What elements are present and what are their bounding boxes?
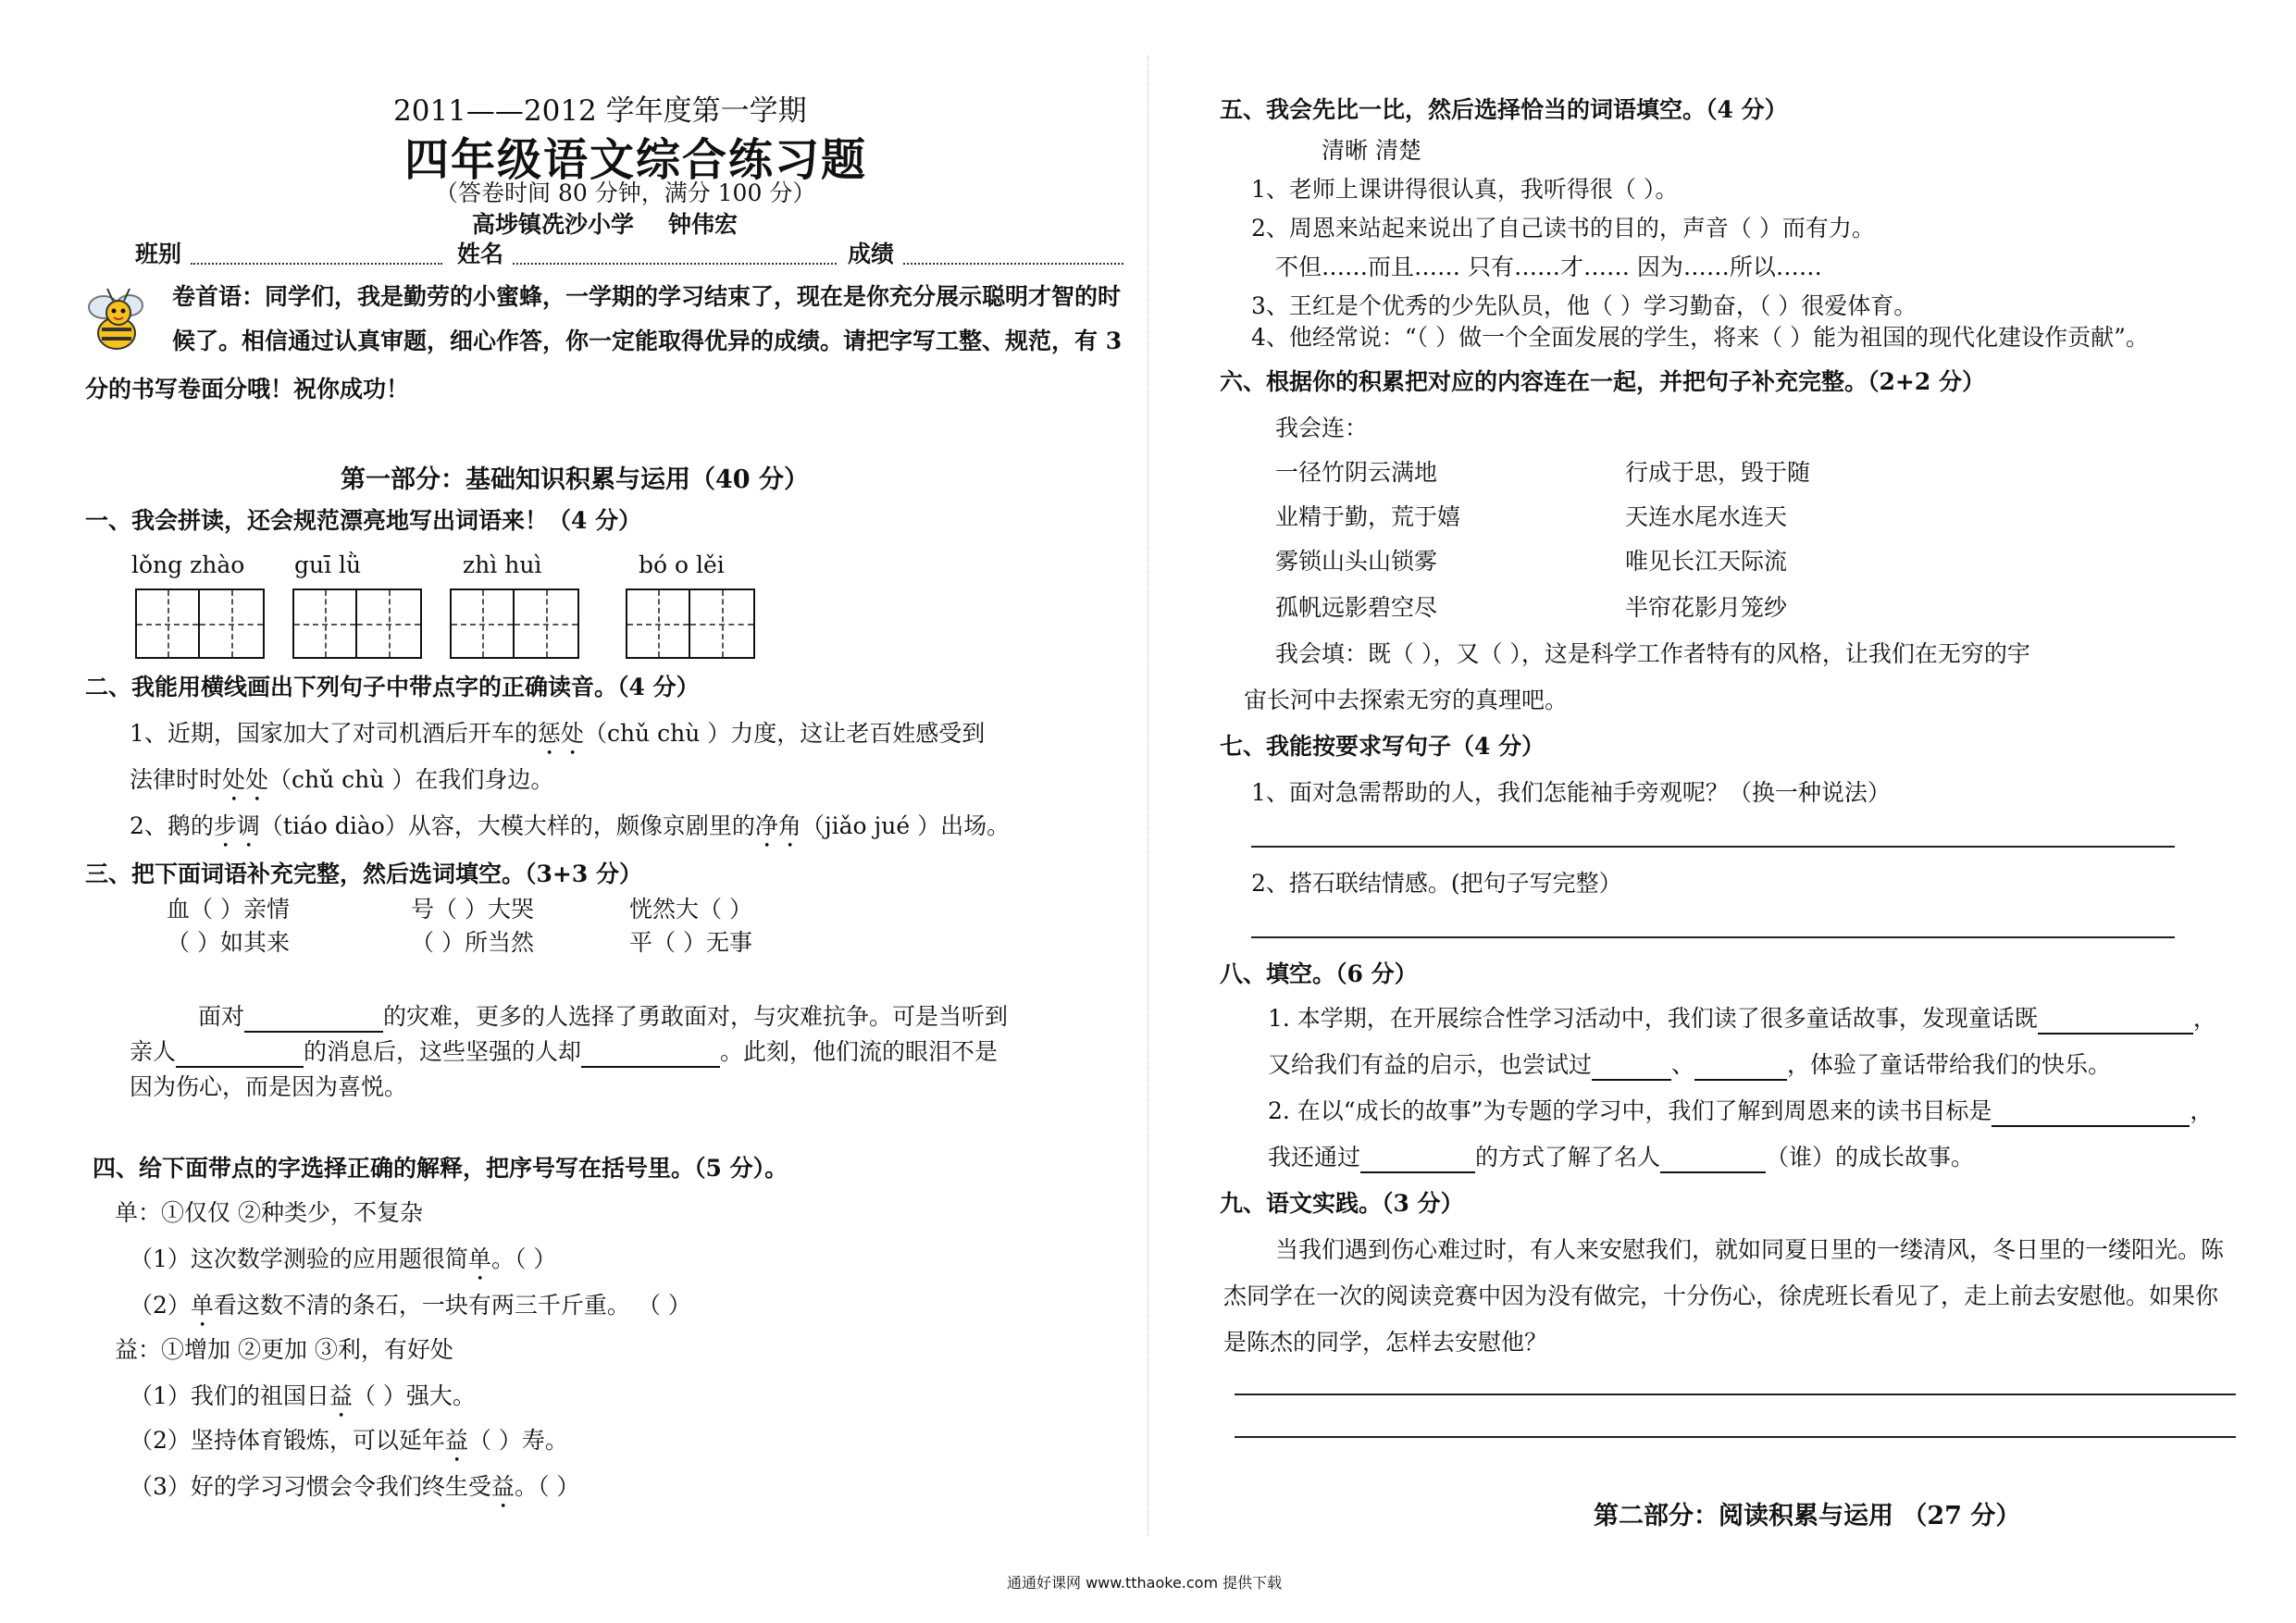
q6-right-item-4[interactable]: 半帘花影月笼纱 <box>1625 594 1788 621</box>
q3-heading: 三、把下面词语补充完整，然后选词填空。（3+3 分） <box>85 861 642 887</box>
q8-blank-5[interactable] <box>1360 1147 1475 1173</box>
footer-credit: 通通好课网 www.tthaoke.com 提供下载 <box>1007 1574 1283 1592</box>
q8-blank-2[interactable] <box>1592 1055 1671 1081</box>
q8-line-4: 我还通过 的方式了解了名人 （谁）的成长故事。 <box>1268 1142 1974 1173</box>
q9-paragraph-line-3: 是陈杰的同学，怎样去安慰他？ <box>1223 1329 1548 1356</box>
writing-grid-1[interactable] <box>135 588 265 659</box>
writing-grid-3[interactable] <box>450 588 579 659</box>
q6-right-item-2[interactable]: 天连水尾水连天 <box>1625 503 1788 530</box>
q5-word-choices-2: 不但……而且…… 只有……才…… 因为……所以…… <box>1275 254 1822 280</box>
q5-sentence-4: 4、他经常说：“（ ）做一个全面发展的学生，将来（ ）能为祖国的现代化建设作贡献”。 <box>1251 324 2149 351</box>
q6-heading: 六、根据你的积累把对应的内容连在一起，并把句子补充完整。（2+2 分） <box>1220 368 1985 395</box>
exam-title: 四年级语文综合练习题 <box>404 134 868 186</box>
q3-passage-line-2: 亲人 的消息后，这些坚强的人却 。此刻，他们流的眼泪不是 <box>130 1036 998 1068</box>
q4-dan-item-2: （2）单看这数不清的条石，一块有两三千斤重。 （ ） <box>130 1292 691 1319</box>
q7-heading: 七、我能按要求写句子（4 分） <box>1220 733 1545 760</box>
q6-left-item-1[interactable]: 一径竹阴云满地 <box>1275 459 1438 486</box>
q8-line-3: 2. 在以“成长的故事”为专题的学习中，我们了解到周恩来的读书目标是 ， <box>1268 1096 2213 1127</box>
q1-heading: 一、我会拼读，还会规范漂亮地写出词语来！（4 分） <box>85 507 642 534</box>
pinyin-4: bó o lěi <box>639 551 725 578</box>
intro-line-2: 候了。相信通过认真审题，细心作答，你一定能取得优异的成绩。请把字写工整、规范，有 3 <box>172 328 1123 354</box>
q6-left-item-3[interactable]: 雾锁山头山锁雾 <box>1275 548 1438 575</box>
q5-heading: 五、我会先比一比，然后选择恰当的词语填空。（4 分） <box>1220 96 1788 123</box>
q5-sentence-1: 1、老师上课讲得很认真，我听得很（ ）。 <box>1251 176 1679 203</box>
q2-sentence-1: 1、近期，国家加大了对司机酒后开车的惩处（chǔ chù ）力度，这让老百姓感受到 <box>130 720 986 747</box>
q4-dan-item-1: （1）这次数学测验的应用题很简单。（ ） <box>130 1245 557 1272</box>
q6-fill-line-1: 我会填：既（ ），又（ ），这是科学工作者特有的风格，让我们在无穷的宇 <box>1275 640 2030 667</box>
q3-passage-line-3: 因为伤心，而是因为喜悦。 <box>130 1073 408 1100</box>
q6-fill-line-2: 宙长河中去探索无穷的真理吧。 <box>1244 687 1569 713</box>
intro-line-3: 分的书写卷面分哦！祝你成功！ <box>85 376 410 403</box>
q9-paragraph-line-2: 杰同学在一次的阅读竞赛中因为没有做完，十分伤心，徐虎班长看见了，走上前去安慰他。如果你 <box>1223 1282 2219 1309</box>
class-field[interactable] <box>191 263 442 265</box>
bee-mascot-icon <box>78 279 154 359</box>
writing-grid-2[interactable] <box>292 588 422 659</box>
q5-sentence-3: 3、王红是个优秀的少先队员，他（ ）学习勤奋，（ ）很爱体育。 <box>1251 292 1917 319</box>
idiom-2: 号（ ）大哭 <box>411 896 534 923</box>
q4-dan-definitions: 单：①仅仅 ②种类少，不复杂 <box>115 1199 423 1226</box>
q5-word-choices-1: 清晰 清楚 <box>1322 137 1421 164</box>
q8-blank-6[interactable] <box>1660 1147 1766 1173</box>
q8-blank-4[interactable] <box>1992 1101 2190 1127</box>
teacher-name: 钟伟宏 <box>668 211 738 238</box>
name-field[interactable] <box>513 263 837 265</box>
q5-sentence-2: 2、周恩来站起来说出了自己读书的目的，声音（ ）而有力。 <box>1251 215 1875 242</box>
q4-yi-item-3: （3）好的学习习惯会令我们终生受益。（ ） <box>130 1473 580 1500</box>
q6-left-item-4[interactable]: 孤帆远影碧空尽 <box>1275 594 1438 621</box>
exam-duration-note: （答卷时间 80 分钟，满分 100 分） <box>435 180 816 206</box>
q2-sentence-1-cont: 法律时时处处（chǔ chù ）在我们身边。 <box>130 766 554 793</box>
writing-grid-4[interactable] <box>626 588 755 659</box>
q2-sentence-2: 2、鹅的步调（tiáo diào）从容，大模大样的，颇像京剧里的净角（jiǎo jué ）出场。 <box>130 812 1011 839</box>
q4-yi-item-1: （1）我们的祖国日益（ ）强大。 <box>130 1382 476 1409</box>
school-year-line: 2011——2012 学年度第一学期 <box>393 94 807 128</box>
q9-heading: 九、语文实践。（3 分） <box>1220 1190 1464 1217</box>
q7-task-1: 1、面对急需帮助的人，我们怎能袖手旁观呢？（换一种说法） <box>1251 779 1891 806</box>
idiom-4: （ ）如其来 <box>167 929 290 956</box>
q3-blank-2[interactable] <box>176 1042 304 1068</box>
intro-line-1: 卷首语：同学们，我是勤劳的小蜜蜂，一学期的学习结束了，现在是你充分展示聪明才智的时 <box>172 283 1122 310</box>
q4-heading: 四、给下面带点的字选择正确的解释，把序号写在括号里。（5 分）。 <box>93 1155 788 1182</box>
q3-blank-1[interactable] <box>244 1007 383 1033</box>
q7-answer-line-1[interactable] <box>1251 846 2175 848</box>
q4-yi-item-2: （2）坚持体育锻炼，可以延年益（ ）寿。 <box>130 1427 568 1454</box>
q2-heading: 二、我能用横线画出下列句子中带点字的正确读音。（4 分） <box>85 674 700 700</box>
q9-answer-line-2[interactable] <box>1235 1436 2236 1438</box>
q7-task-2: 2、搭石联结情感。(把句子写完整） <box>1251 870 1622 897</box>
part1-title: 第一部分：基础知识积累与运用（40 分） <box>341 465 809 494</box>
idiom-5: （ ）所当然 <box>411 929 534 956</box>
idiom-3: 恍然大（ ） <box>629 896 752 923</box>
idiom-1: 血（ ）亲情 <box>167 896 290 923</box>
q6-right-item-3[interactable]: 唯见长江天际流 <box>1625 548 1788 575</box>
q8-line-1: 1. 本学期，在开展综合性学习活动中，我们读了很多童话故事，发现童话既 ， <box>1268 1003 2216 1035</box>
pinyin-3: zhì huì <box>463 551 542 578</box>
q4-yi-definitions: 益：①增加 ②更加 ③利，有好处 <box>115 1336 453 1363</box>
name-label: 姓名 <box>457 241 504 267</box>
q6-link-label: 我会连： <box>1275 415 1369 441</box>
q8-heading: 八、填空。（6 分） <box>1220 960 1418 987</box>
q6-left-item-2[interactable]: 业精于勤，荒于嬉 <box>1275 503 1461 530</box>
q7-answer-line-2[interactable] <box>1251 936 2175 938</box>
pinyin-1: lǒng zhào <box>131 551 245 578</box>
q8-blank-1[interactable] <box>2038 1009 2193 1035</box>
q3-blank-3[interactable] <box>581 1042 720 1068</box>
idiom-6: 平（ ）无事 <box>629 929 752 956</box>
q8-line-2: 又给我们有益的启示，也尝试过 、 ，体验了童话带给我们的快乐。 <box>1268 1049 2111 1081</box>
q9-paragraph-line-1: 当我们遇到伤心难过时，有人来安慰我们，就如同夏日里的一缕清风，冬日里的一缕阳光。陈 <box>1275 1236 2225 1263</box>
q6-right-item-1[interactable]: 行成于思，毁于随 <box>1625 459 1811 486</box>
score-label: 成绩 <box>848 241 895 267</box>
part2-title: 第二部分：阅读积累与运用 （27 分） <box>1594 1502 2021 1530</box>
q9-answer-line-1[interactable] <box>1235 1394 2236 1395</box>
q8-blank-3[interactable] <box>1694 1055 1787 1081</box>
score-field[interactable] <box>903 263 1123 265</box>
school-name: 高埗镇冼沙小学 <box>472 211 635 238</box>
pinyin-2: guī lǜ <box>294 551 362 578</box>
class-label: 班别 <box>135 241 182 267</box>
q3-passage-line-1: 面对 的灾难，更多的人选择了勇敢面对，与灾难抗争。可是当听到 <box>198 1001 1008 1033</box>
